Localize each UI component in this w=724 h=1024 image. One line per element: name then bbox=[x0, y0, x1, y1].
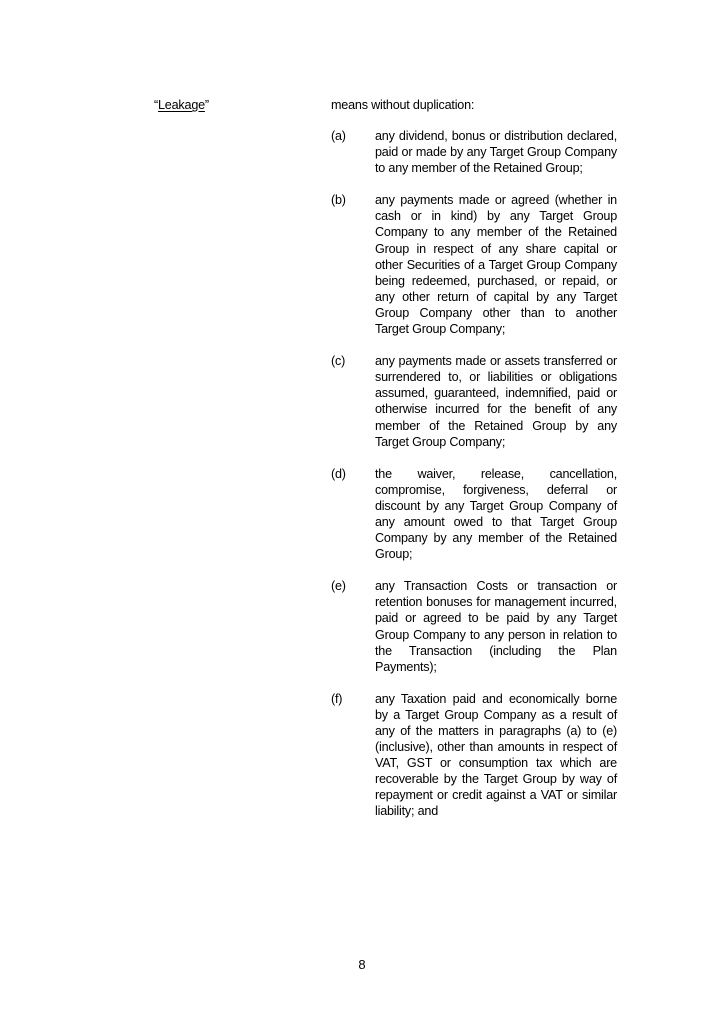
list-item-c bbox=[331, 353, 617, 450]
list-item-text: any payments made or assets transferred or surrendered to, or liabilities or obligations assumed, guaranteed, indemnified, paid or otherwise incurred for the benefit of any member of the Retained Group by any Target Group Company; bbox=[375, 354, 617, 449]
list-marker: (f) bbox=[331, 691, 343, 706]
list-item-text: the waiver, release, cancellation, compromise, forgiveness, deferral or discount by any Target Group Company of any amount owed to that Target Group Company by any member of the Retained Group; bbox=[375, 466, 617, 562]
list-item-e bbox=[331, 578, 617, 675]
open-quote: “ bbox=[154, 98, 158, 112]
definition-intro: means without duplication: bbox=[331, 98, 475, 112]
defined-term bbox=[154, 97, 209, 113]
list-item-a bbox=[331, 128, 617, 176]
list-item-text: any Taxation paid and economically borne by a Target Group Company as a result of any of the matters in paragraphs (a) to (e) (inclusive), other than amounts in respect of VAT, GST or consumption tax which are recoverable by the Target Group by way of repayment or credit against a VAT or similar liability; and bbox=[375, 691, 617, 819]
list-item-b bbox=[331, 192, 617, 337]
list-item-text: any dividend, bonus or distribution declared, paid or made by any Target Group Company to any member of the Retained Group; bbox=[375, 129, 617, 176]
list-item-f bbox=[331, 691, 617, 820]
list-marker: (d) bbox=[331, 466, 346, 481]
page-number: 8 bbox=[358, 957, 366, 972]
close-quote: ” bbox=[204, 98, 209, 112]
list-marker: (a) bbox=[331, 129, 346, 143]
list-item-text: any Transaction Costs or transaction or retention bonuses for management incurred, paid or agreed to be paid by any Target Group Company to any person in relation to the Transaction (including the Plan Payments); bbox=[375, 579, 617, 674]
list-item-text: any payments made or agreed (whether in cash or in kind) by any Target Group Company to any member of the Retained Group in respect of any share capital or other Securities of a Target Group Company being redeemed, purchased, or repaid, or any other return of capital by any Target Group Company other than to another Target Group Company; bbox=[375, 193, 617, 337]
defined-term-word: Leakage bbox=[158, 98, 205, 112]
list-marker: (e) bbox=[331, 579, 346, 594]
list-item-d bbox=[331, 466, 617, 563]
list-marker: (c) bbox=[331, 354, 346, 369]
list-marker: (b) bbox=[331, 193, 346, 208]
definition-body bbox=[331, 97, 617, 836]
